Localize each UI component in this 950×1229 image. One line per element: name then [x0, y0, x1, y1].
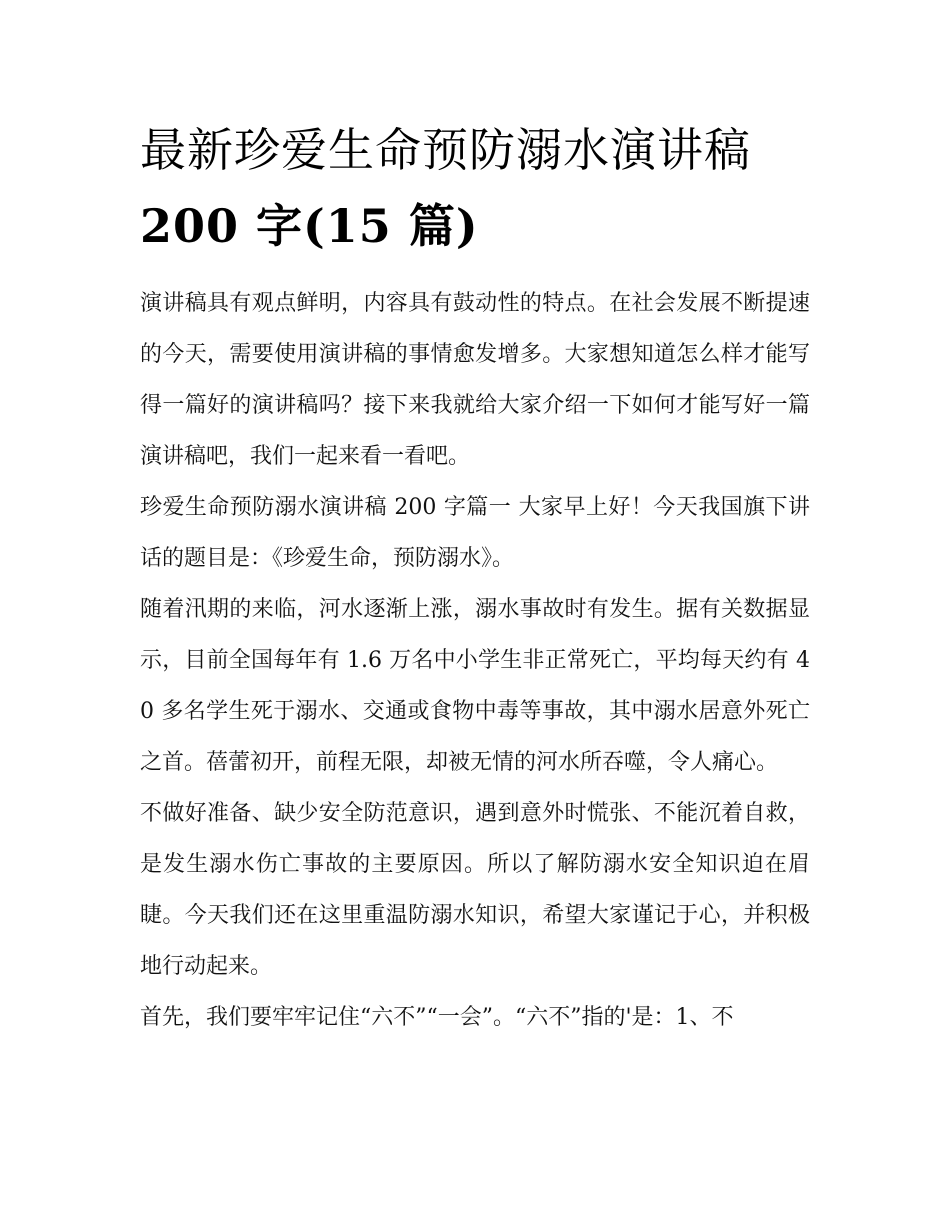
document-title [140, 112, 810, 264]
paragraph-causes: 不做好准备、缺少安全防范意识，遇到意外时慌张、不能沉着自救，是发生溺水伤亡事故的主要原因。所以了解防溺水安全知识迫在眉睫。今天我们还在这里重温防溺水知识，希望大家谨记于心，并积极地行动起来。 [140, 801, 810, 979]
paragraph-statistics: 随着汛期的来临，河水逐渐上涨，溺水事故时有发生。据有关数据显示，目前全国每年有 1.6 万名中小学生非正常死亡，平均每天约有 40 多名学生死于溺水、交通或食物中毒等事故，其中溺水居意外死亡之首。蓓蕾初开，前程无限，却被无情的河水所吞噬，令人痛心。 [140, 597, 810, 775]
title-line-1: 最新珍爱生命预防溺水演讲稿 [140, 123, 751, 177]
paragraph-speech-opening: 珍爱生命预防溺水演讲稿 200 字篇一 大家早上好！今天我国旗下讲话的题目是：《珍爱生命，预防溺水》。 [140, 495, 810, 571]
paragraph-intro: 演讲稿具有观点鲜明，内容具有鼓动性的特点。在社会发展不断提速的今天，需要使用演讲稿的事情愈发增多。大家想知道怎么样才能写得一篇好的演讲稿吗？接下来我就给大家介绍一下如何才能写好一篇演讲稿吧，我们一起来看一看吧。 [140, 291, 810, 469]
paragraph-six-rules: 首先，我们要牢牢记住“六不”“一会”。“六不”指的'是：1、不 [140, 1005, 734, 1030]
title-line-2: 200 字(15 篇) [140, 199, 479, 253]
